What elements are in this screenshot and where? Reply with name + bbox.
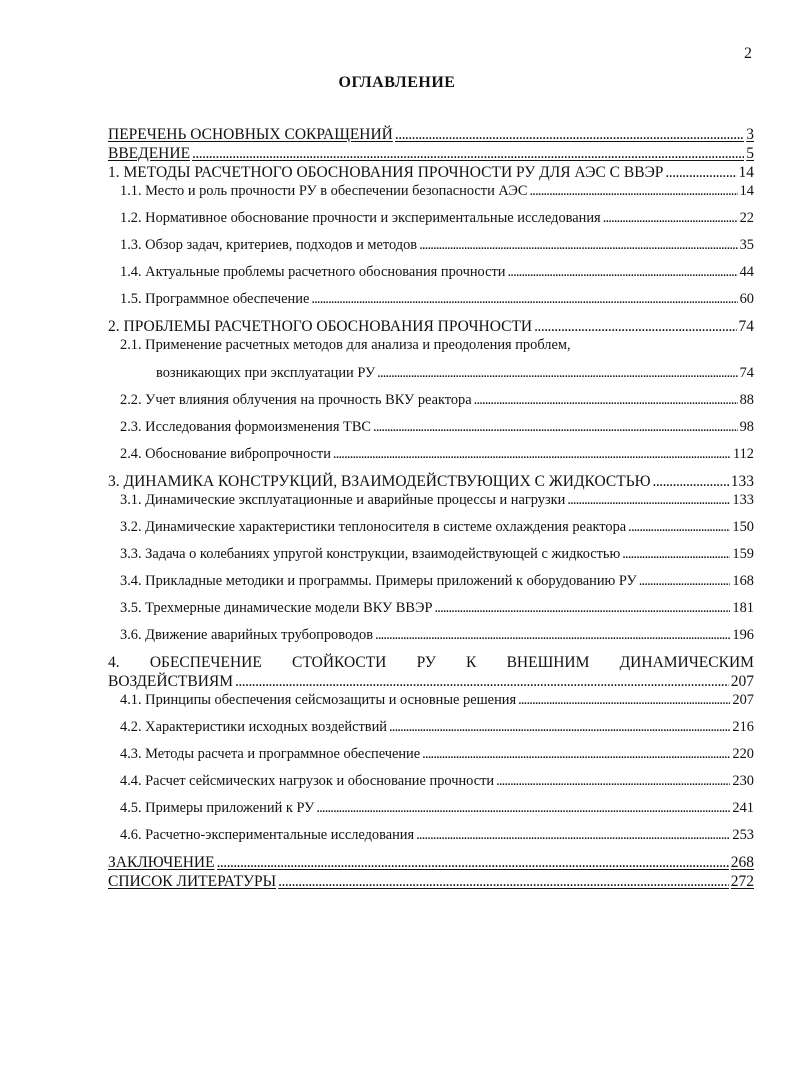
toc-entry-label: 1.1. Место и роль прочности РУ в обеспечении безопасности АЭС xyxy=(120,183,528,199)
toc-entry-page: 207 xyxy=(730,673,754,690)
toc-entry-label: 4.2. Характеристики исходных воздействий xyxy=(120,719,387,735)
toc-word: К xyxy=(466,654,477,671)
dot-leader xyxy=(507,263,737,282)
toc-entry-page: 60 xyxy=(739,291,754,307)
toc-section-3-1 xyxy=(108,491,754,510)
toc-word: РУ xyxy=(416,654,436,671)
toc-section-2-4 xyxy=(108,445,754,464)
toc-section-4-3 xyxy=(108,745,754,764)
toc-entry-page: 133 xyxy=(730,473,754,490)
toc-word: СТОЙКОСТИ xyxy=(292,654,387,671)
dot-leader xyxy=(518,691,730,710)
toc-section-3-3 xyxy=(108,545,754,564)
toc-entry-label: 4.4. Расчет сейсмических нагрузок и обоснование прочности xyxy=(120,773,495,789)
toc-section-1-5 xyxy=(108,290,754,309)
dot-leader xyxy=(628,518,730,537)
dot-leader xyxy=(496,772,730,791)
dot-leader xyxy=(603,209,738,228)
dot-leader xyxy=(639,572,731,591)
dot-leader xyxy=(530,182,738,201)
toc-entry-page: 168 xyxy=(732,573,754,589)
toc-entry-label: ВВЕДЕНИЕ xyxy=(108,145,191,162)
dot-leader xyxy=(389,718,730,737)
toc-section-4-2 xyxy=(108,718,754,737)
toc-entry-label: 4.3. Методы расчета и программное обеспечение xyxy=(120,746,421,762)
toc-section-4-4 xyxy=(108,772,754,791)
toc-section-2-2 xyxy=(108,391,754,410)
toc-section-4-1 xyxy=(108,691,754,710)
dot-leader xyxy=(567,491,730,510)
toc-entry-label: 4.6. Расчетно-экспериментальные исследования xyxy=(120,827,415,843)
dot-leader xyxy=(377,364,737,383)
dot-leader xyxy=(534,317,736,336)
toc-entry-page: 253 xyxy=(732,827,754,843)
toc-section-1-3 xyxy=(108,236,754,255)
toc-section-1-2 xyxy=(108,209,754,228)
toc-section-4-5 xyxy=(108,799,754,818)
dot-leader xyxy=(192,144,744,163)
toc-entry-page: 159 xyxy=(732,546,754,562)
toc-entry-label: 3.4. Прикладные методики и программы. Примеры приложений к оборудованию РУ xyxy=(120,573,637,589)
toc-section-3-4 xyxy=(108,572,754,591)
toc-entry-page: 98 xyxy=(739,419,754,435)
toc-entry-label-line2: возникающих при эксплуатации РУ xyxy=(156,365,376,381)
toc-entry-page: 35 xyxy=(739,237,754,253)
toc-entry-label: 3.6. Движение аварийных трубопроводов xyxy=(120,627,374,643)
toc-entry-label: 1.2. Нормативное обоснование прочности и экспериментальные исследования xyxy=(120,210,601,226)
dot-leader xyxy=(316,799,730,818)
dot-leader xyxy=(395,125,744,144)
toc-chapter-1 xyxy=(108,163,754,182)
dot-leader xyxy=(653,472,729,491)
dot-leader xyxy=(435,599,731,618)
toc-chapter-4-line2 xyxy=(108,672,754,691)
toc-entry-page: 88 xyxy=(739,392,754,408)
toc-entry-page: 272 xyxy=(730,873,754,890)
toc-entry-page: 5 xyxy=(746,145,754,162)
toc-entry-label: 3.5. Трехмерные динамические модели ВКУ ВВЭР xyxy=(120,600,433,616)
toc-word: ОБЕСПЕЧЕНИЕ xyxy=(149,654,262,671)
toc-entry-page: 230 xyxy=(732,773,754,789)
toc-word: ДИНАМИЧЕСКИМ xyxy=(619,654,754,671)
toc-entry-page: 112 xyxy=(732,446,754,462)
dot-leader xyxy=(422,745,730,764)
toc-entry-introduction xyxy=(108,144,754,163)
toc-entry-label: 2.3. Исследования формоизменения ТВС xyxy=(120,419,372,435)
toc-entry-label: 3.1. Динамические эксплуатационные и аварийные процессы и нагрузки xyxy=(120,492,566,508)
toc-entry-label: ЗАКЛЮЧЕНИЕ xyxy=(108,854,215,871)
dot-leader xyxy=(665,163,736,182)
dot-leader xyxy=(373,418,738,437)
toc-entry-label: 1.5. Программное обеспечение xyxy=(120,291,310,307)
toc-entry-label: 1.4. Актуальные проблемы расчетного обоснования прочности xyxy=(120,264,506,280)
dot-leader xyxy=(416,826,730,845)
toc-entry-label: 2.4. Обоснование вибропрочности xyxy=(120,446,331,462)
dot-leader xyxy=(217,853,729,872)
dot-leader xyxy=(235,672,729,691)
toc-entry-page: 44 xyxy=(739,264,754,280)
toc-entry-label: 4.5. Примеры приложений к РУ xyxy=(120,800,315,816)
toc-section-3-5 xyxy=(108,599,754,618)
dot-leader xyxy=(311,290,737,309)
toc-entry-page: 241 xyxy=(732,800,754,816)
toc-section-1-4 xyxy=(108,263,754,282)
toc-entry-page: 150 xyxy=(732,519,754,535)
toc-entry-page: 74 xyxy=(739,365,754,381)
dot-leader xyxy=(375,626,730,645)
toc-entry-page: 14 xyxy=(738,164,754,181)
toc-entry-label: 3.2. Динамические характеристики теплоносителя в системе охлаждения реактора xyxy=(120,519,627,535)
toc-title: ОГЛАВЛЕНИЕ xyxy=(338,74,456,91)
toc-word: 4. xyxy=(108,654,120,671)
toc-entry-page: 196 xyxy=(732,627,754,643)
toc-entry-label: ПЕРЕЧЕНЬ ОСНОВНЫХ СОКРАЩЕНИЙ xyxy=(108,126,393,143)
toc-entry-label: 1.3. Обзор задач, критериев, подходов и методов xyxy=(120,237,418,253)
toc-section-2-3 xyxy=(108,418,754,437)
toc-entry-label-line1: 2.1. Применение расчетных методов для анализа и преодоления проблем, xyxy=(120,337,571,353)
toc-entry-references xyxy=(108,872,754,891)
toc-entry-abbreviations xyxy=(108,125,754,144)
toc-chapter-4-line1 xyxy=(108,653,754,672)
dot-leader xyxy=(278,872,729,891)
toc-entry-page: 220 xyxy=(732,746,754,762)
toc-entry-page: 14 xyxy=(739,183,754,199)
toc-entry-conclusion xyxy=(108,853,754,872)
toc-entry-label: ВОЗДЕЙСТВИЯМ xyxy=(108,673,234,690)
dot-leader xyxy=(419,236,738,255)
toc-entry-label: 3. ДИНАМИКА КОНСТРУКЦИЙ, ВЗАИМОДЕЙСТВУЮЩИХ С ЖИДКОСТЬЮ xyxy=(108,473,651,490)
toc-entry-label: 3.3. Задача о колебаниях упругой конструкции, взаимодействующей с жидкостью xyxy=(120,546,621,562)
toc-entry-label: 1. МЕТОДЫ РАСЧЕТНОГО ОБОСНОВАНИЯ ПРОЧНОСТИ РУ ДЛЯ АЭС С ВВЭР xyxy=(108,164,664,181)
toc-section-3-2 xyxy=(108,518,754,537)
toc-section-2-1 xyxy=(108,336,754,383)
page-number: 2 xyxy=(744,45,752,62)
toc-entry-label: СПИСОК ЛИТЕРАТУРЫ xyxy=(108,873,277,890)
toc-entry-page: 3 xyxy=(746,126,754,143)
toc-chapter-2 xyxy=(108,317,754,336)
toc-entry-page: 133 xyxy=(732,492,754,508)
toc-entry-page: 74 xyxy=(738,318,754,335)
toc-section-3-6 xyxy=(108,626,754,645)
toc-entry-label: 2. ПРОБЛЕМЫ РАСЧЕТНОГО ОБОСНОВАНИЯ ПРОЧНОСТИ xyxy=(108,318,533,335)
toc-chapter-4 xyxy=(108,653,754,691)
toc-entry-line2 xyxy=(108,364,754,383)
dot-leader xyxy=(474,391,738,410)
toc-section-1-1 xyxy=(108,182,754,201)
toc-entry-label: 4.1. Принципы обеспечения сейсмозащиты и основные решения xyxy=(120,692,517,708)
toc-chapter-3 xyxy=(108,472,754,491)
toc-entry-page: 22 xyxy=(739,210,754,226)
toc-entry-page: 216 xyxy=(732,719,754,735)
toc-entry-page: 181 xyxy=(732,600,754,616)
toc-entry-page: 207 xyxy=(732,692,754,708)
table-of-contents xyxy=(108,125,754,891)
toc-entry-page: 268 xyxy=(730,854,754,871)
toc-entry-label: 2.2. Учет влияния облучения на прочность ВКУ реактора xyxy=(120,392,472,408)
dot-leader xyxy=(622,545,730,564)
toc-section-4-6 xyxy=(108,826,754,845)
toc-word: ВНЕШНИМ xyxy=(506,654,590,671)
dot-leader xyxy=(333,445,731,464)
